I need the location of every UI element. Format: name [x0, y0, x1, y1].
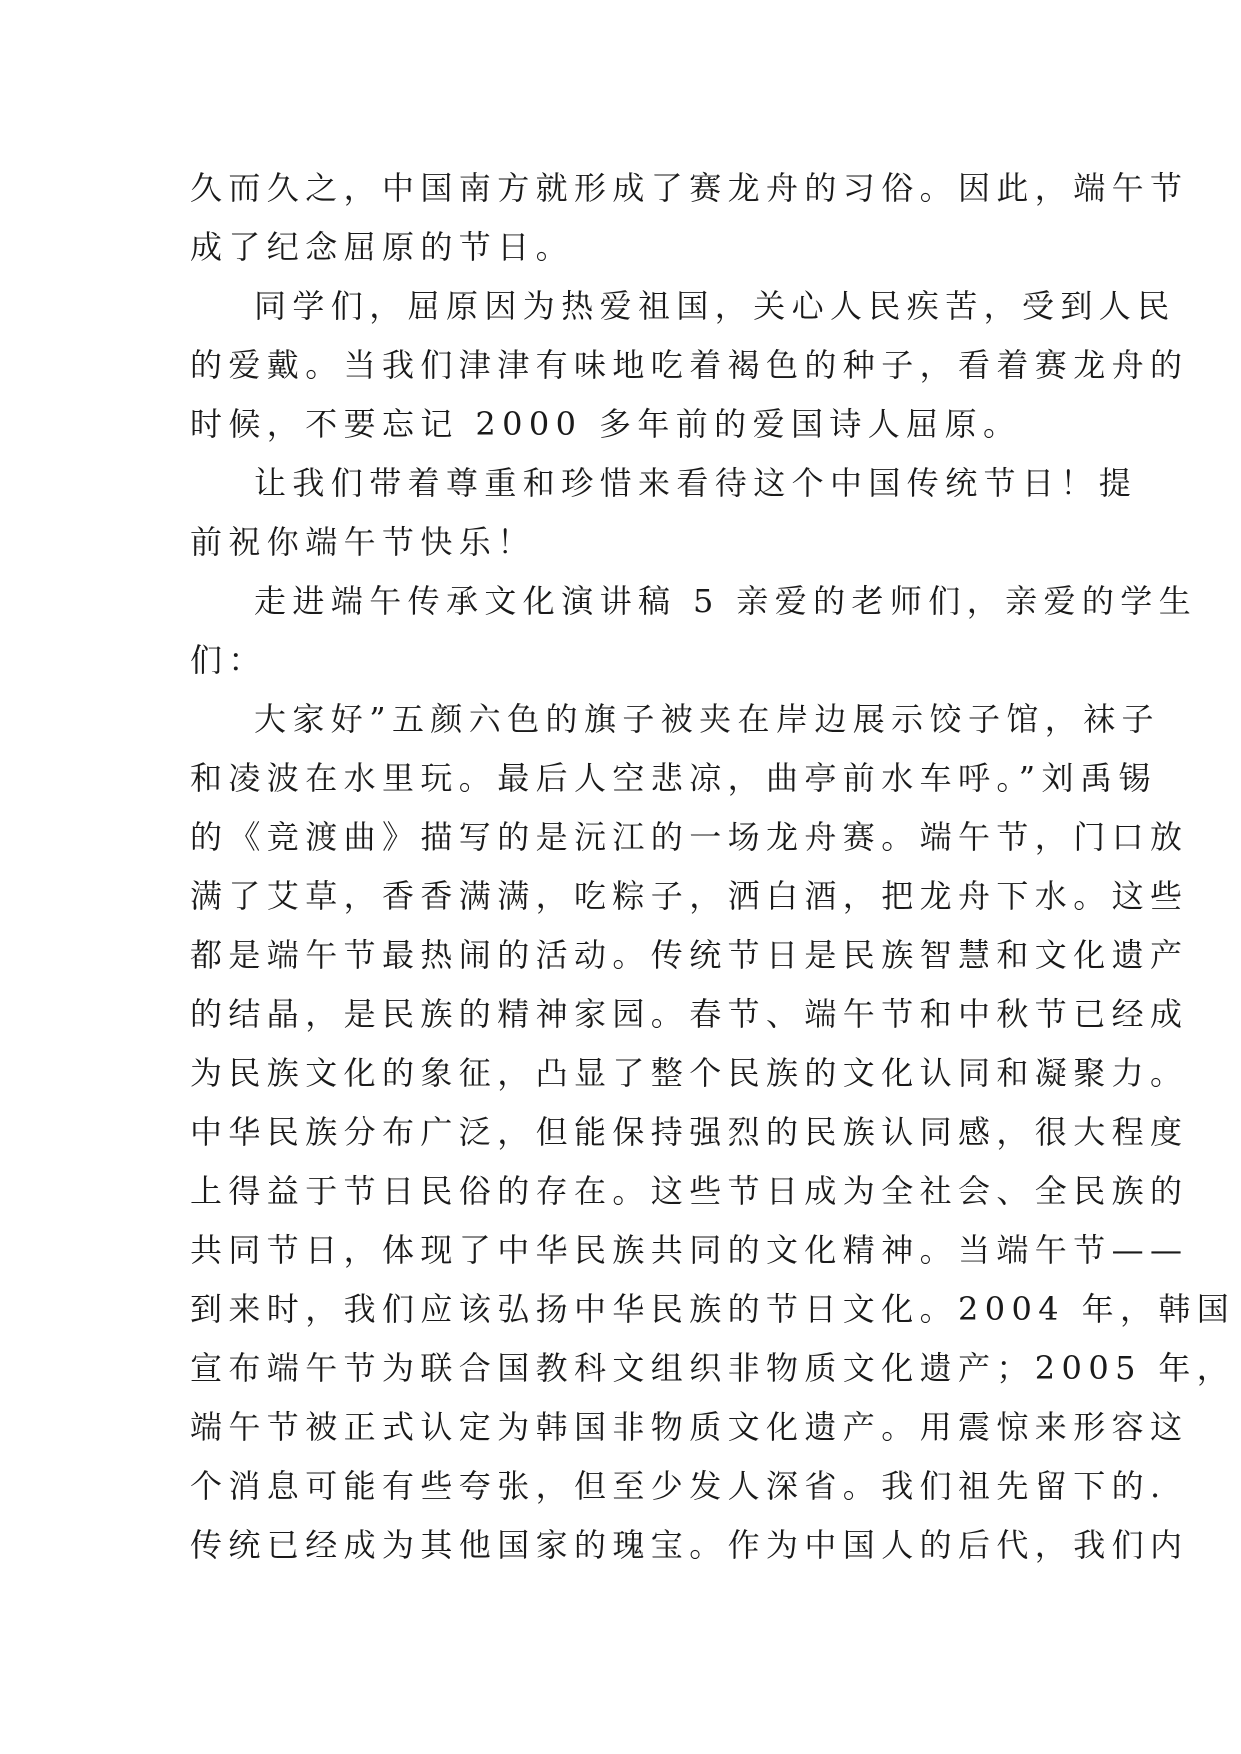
text-line: 共同节日，体现了中华民族共同的文化精神。当端午节—— [190, 1231, 1189, 1269]
text-line: 上得益于节日民俗的存在。这些节日成为全社会、全民族的 [190, 1172, 1189, 1210]
text-line: 们： [190, 641, 267, 679]
text-line: 久而久之，中国南方就形成了赛龙舟的习俗。因此，端午节 [190, 169, 1189, 207]
paragraph-start-line: 大家好”五颜六色的旗子被夹在岸边展示饺子馆，袜子 [254, 700, 1160, 738]
text-line: 和凌波在水里玩。最后人空悲凉，曲亭前水车呼。”刘禹锡 [190, 759, 1157, 797]
text-line: 的《竞渡曲》描写的是沅江的一场龙舟赛。端午节，门口放 [190, 818, 1189, 856]
paragraph-start-line: 同学们，屈原因为热爱祖国，关心人民疾苦，受到人民 [254, 287, 1176, 325]
text-line: 宣布端午节为联合国教科文组织非物质文化遗产；2005 年， [190, 1349, 1236, 1387]
text-line: 为民族文化的象征，凸显了整个民族的文化认同和凝聚力。 [190, 1054, 1189, 1092]
text-line: 到来时，我们应该弘扬中华民族的节日文化。2004 年，韩国 [190, 1290, 1236, 1328]
text-line: 的爱戴。当我们津津有味地吃着褐色的种子，看着赛龙舟的 [190, 346, 1189, 384]
text-line: 成了纪念屈原的节日。 [190, 228, 575, 266]
text-line: 个消息可能有些夸张，但至少发人深省。我们祖先留下的. [190, 1467, 1167, 1505]
paragraph-start-line: 走进端午传承文化演讲稿 5 亲爱的老师们，亲爱的学生 [254, 582, 1198, 620]
text-line: 中华民族分布广泛，但能保持强烈的民族认同感，很大程度 [190, 1113, 1189, 1151]
text-line: 端午节被正式认定为韩国非物质文化遗产。用震惊来形容这 [190, 1408, 1189, 1446]
text-line: 传统已经成为其他国家的瑰宝。作为中国人的后代，我们内 [190, 1526, 1189, 1564]
text-line: 都是端午节最热闹的活动。传统节日是民族智慧和文化遗产 [190, 936, 1189, 974]
text-line: 时候，不要忘记 2000 多年前的爱国诗人屈原。 [190, 405, 1022, 443]
text-line: 前祝你端午节快乐！ [190, 523, 536, 561]
text-line: 满了艾草，香香满满，吃粽子，洒白酒，把龙舟下水。这些 [190, 877, 1189, 915]
paragraph-start-line: 让我们带着尊重和珍惜来看待这个中国传统节日！提 [254, 464, 1138, 502]
text-line: 的结晶，是民族的精神家园。春节、端午节和中秋节已经成 [190, 995, 1189, 1033]
